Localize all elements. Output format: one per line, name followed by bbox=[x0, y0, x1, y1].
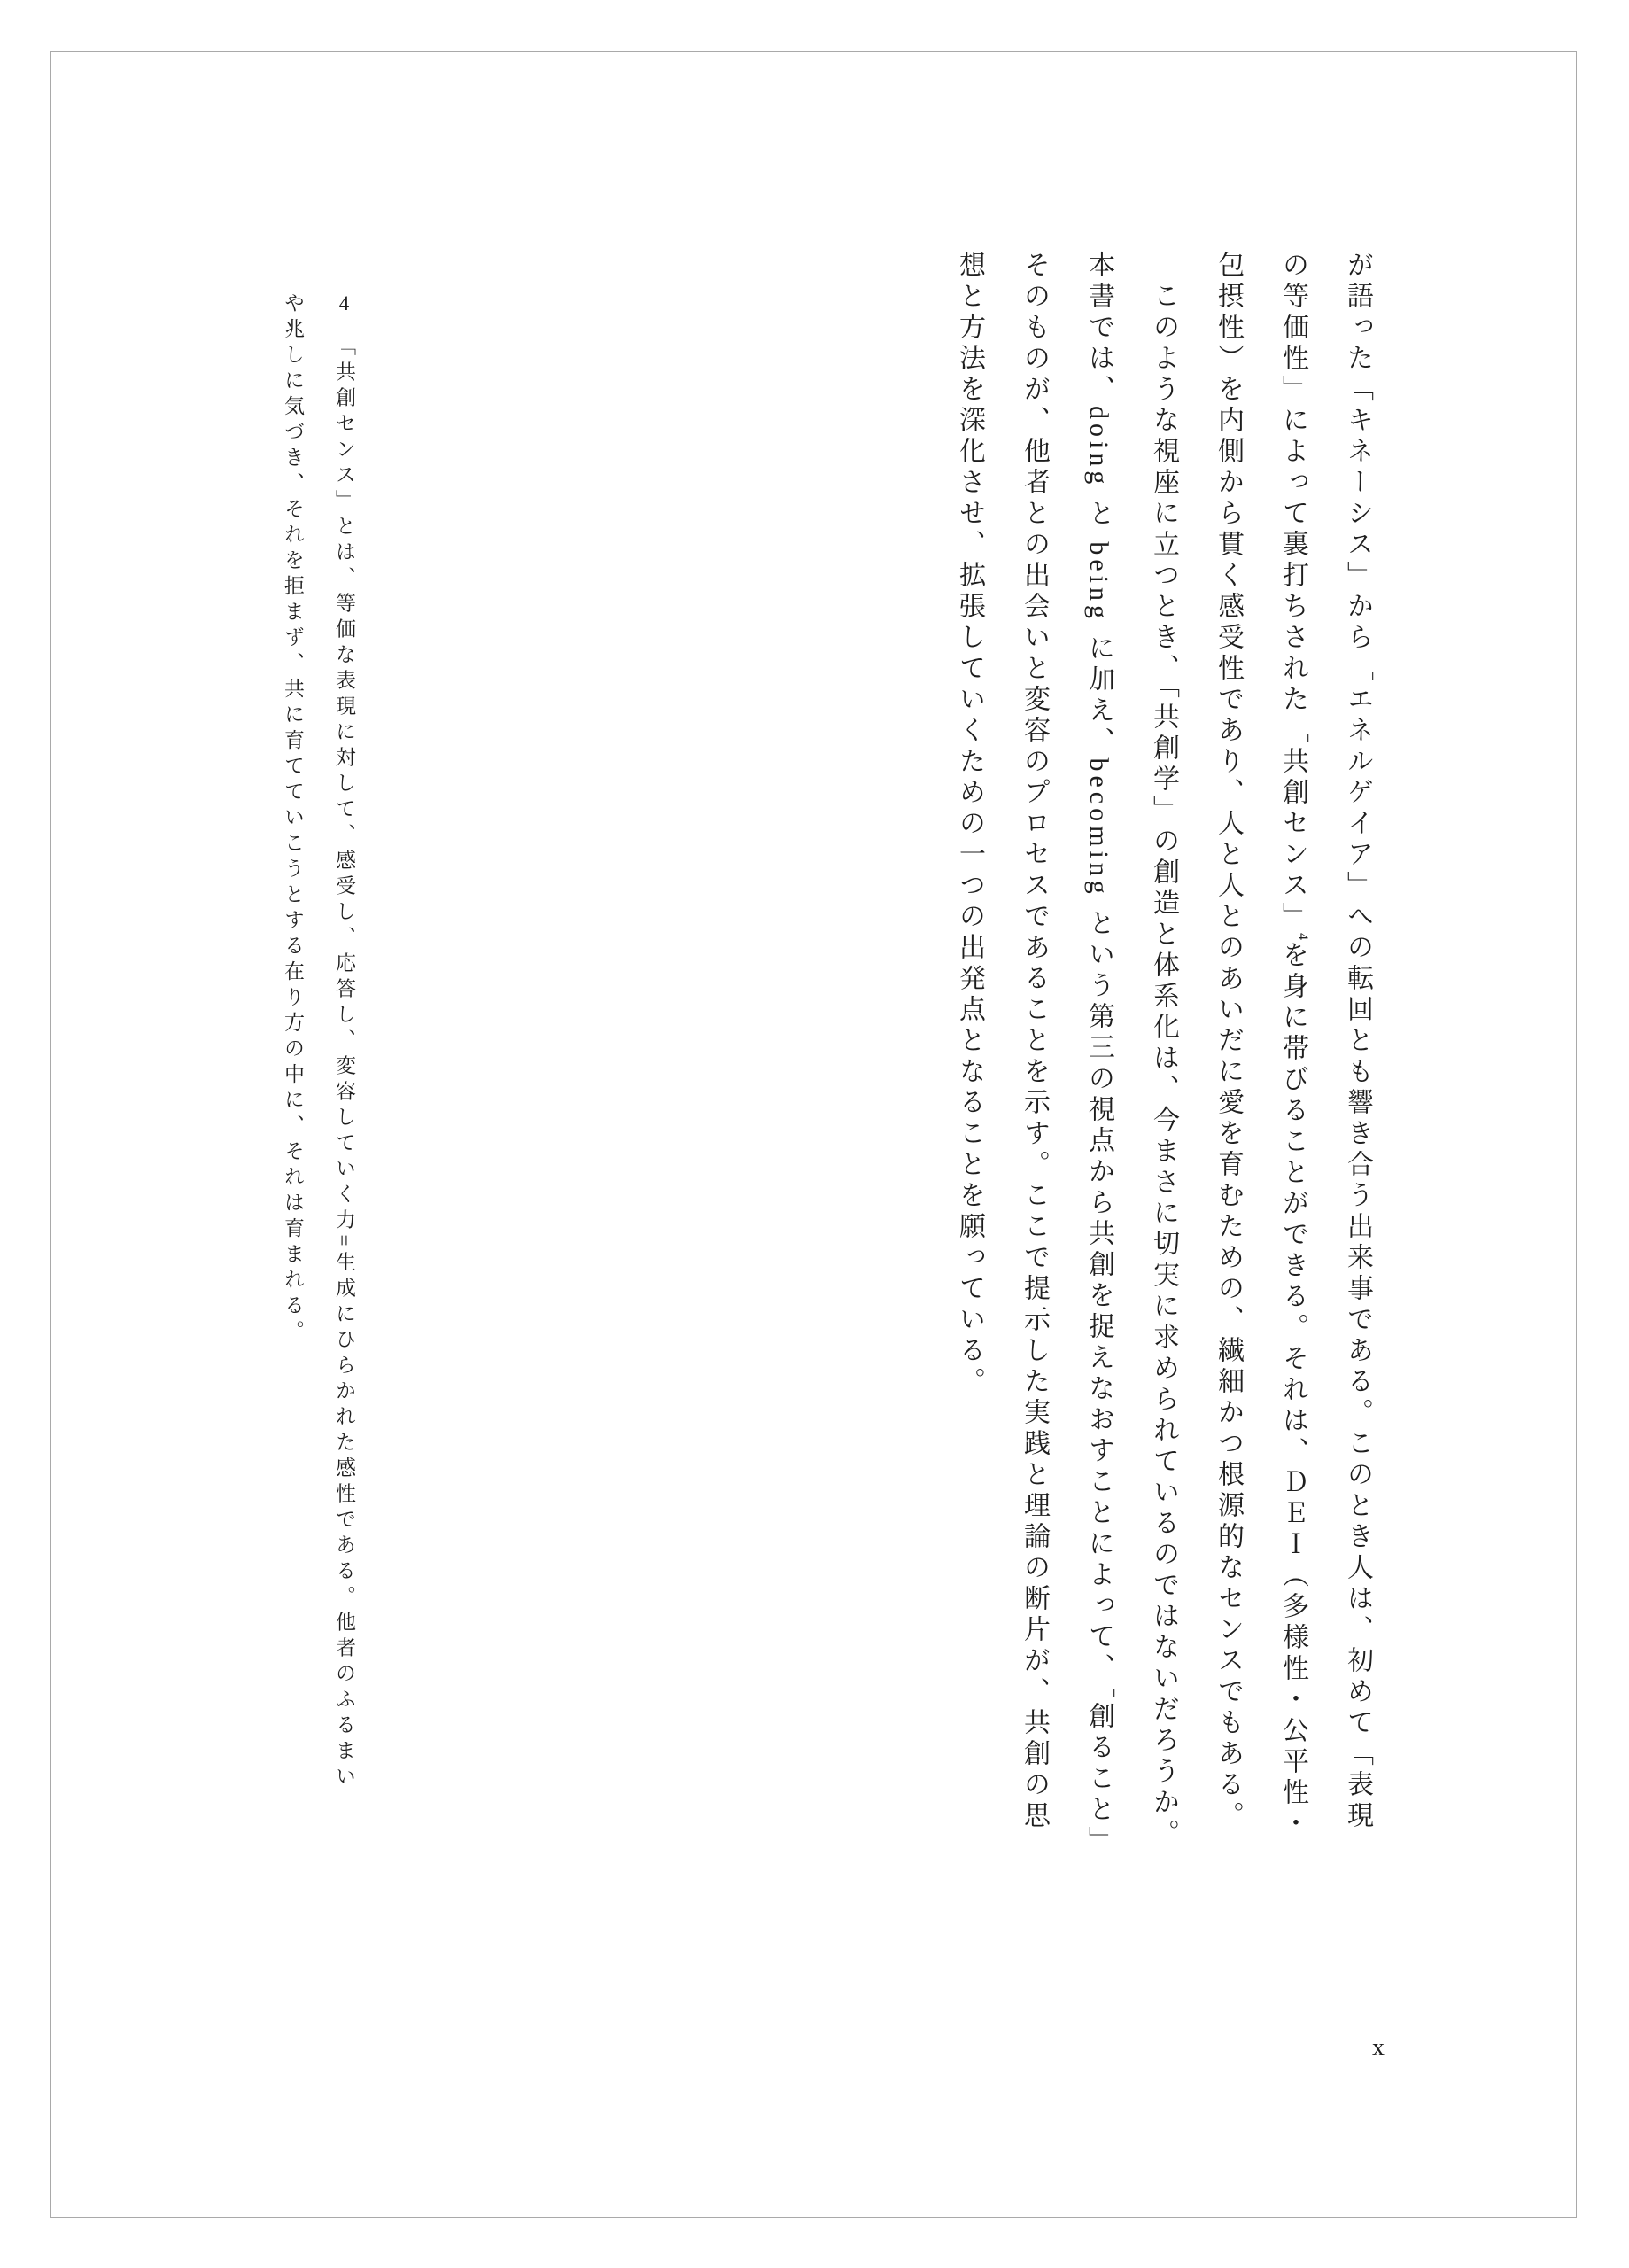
page-number: x bbox=[1372, 2034, 1385, 2062]
text-segment: や兆しに気づき、それを拒まず、共に育てていこうとする在り方の中に、それは育まれる。 bbox=[282, 292, 304, 1346]
text-column bbox=[1067, 251, 1131, 1859]
text-segment: そのものが、他者との出会いと変容のプロセスであることを示す。ここで提示した実践と理論の断片が、共創の思 bbox=[1020, 251, 1049, 1832]
text-segment: が語った「キネーシス」から「エネルゲイア」への転回とも響き合う出来事である。このとき人は、初めて「表現 bbox=[1343, 251, 1372, 1832]
text-column bbox=[1261, 251, 1325, 1859]
text-column bbox=[1196, 251, 1261, 1859]
main-text-block bbox=[937, 251, 1390, 1859]
text-column bbox=[1002, 251, 1067, 1859]
text-column bbox=[937, 251, 1002, 1859]
text-segment: 本書では、doing と being に加え、becoming という第三の視点から共創を捉えなおすことによって、「創ること」 bbox=[1084, 251, 1113, 1858]
text-segment: 包摂性）を内側から貫く感受性であり、人と人とのあいだに愛を育むための、繊細かつ根源的なセンスでもある。 bbox=[1214, 251, 1243, 1832]
footnote-block bbox=[267, 292, 369, 1971]
text-segment: 想と方法を深化させ、拡張していくための一つの出発点となることを願っている。 bbox=[955, 251, 984, 1398]
footnote-reference: 4 bbox=[1295, 933, 1310, 941]
text-segment: の等価性」によって裏打ちされた「共創センス」 bbox=[1278, 251, 1307, 933]
text-column bbox=[1131, 251, 1196, 1859]
footnote-number: 4 bbox=[333, 292, 355, 320]
text-segment: このような視座に立つとき、「共創学」の創造と体系化は、今まさに切実に求められているのではないだろうか。 bbox=[1149, 251, 1178, 1850]
text-segment: を身に帯びることができる。それは、ＤＥＩ（多様性・公平性・ bbox=[1278, 941, 1307, 1840]
text-segment: 「共創センス」とは、等価な表現に対して、感受し、応答し、変容していく力=生成にひらかれた感性である。他者のふるまい bbox=[333, 320, 355, 1791]
text-column bbox=[1325, 251, 1390, 1859]
text-column bbox=[318, 292, 369, 1971]
text-column bbox=[267, 292, 318, 1971]
